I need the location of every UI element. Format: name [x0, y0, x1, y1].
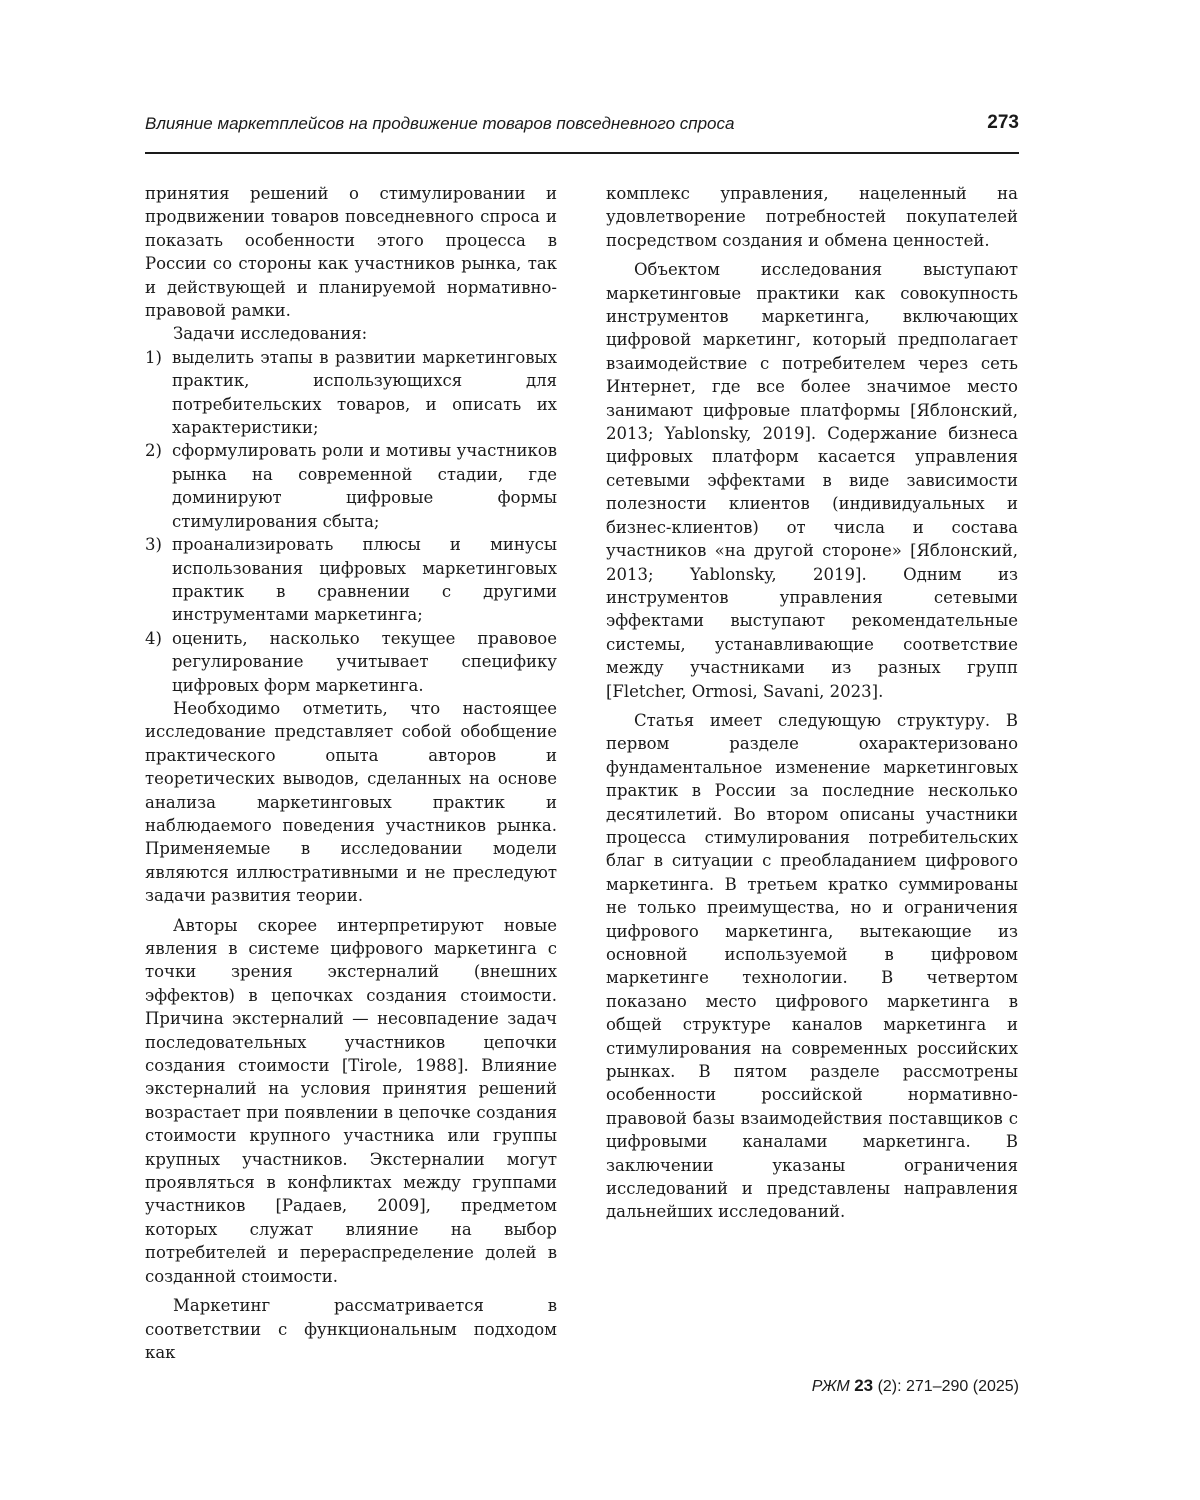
task-item-4 — [145, 627, 557, 697]
paragraph-marketing-approach: Маркетинг рассматривается в соответствии с функциональным подходом как — [145, 1296, 557, 1362]
paragraph-generalization: Необходимо отметить, что настоящее исследование представляет собой обобщение практического опыта авторов и теоретических выводов, сделанных на основе анализа маркетинговых практик и наблюдаемого поведения участников рынка. Применяемые в исследовании модели являются иллюстративными и не преследуют задачи развития теории. — [145, 698, 557, 906]
task-number: 2) — [145, 441, 162, 461]
tasks-heading: Задачи исследования: — [173, 324, 368, 344]
task-item-2 — [145, 439, 557, 533]
task-number: 4) — [145, 628, 162, 648]
page-number: 273 — [987, 112, 1019, 133]
task-text: выделить этапы в развитии маркетинговых практик, использующихся для потребительских товаров, и описать их характеристики; — [172, 347, 557, 438]
header-rule — [145, 152, 1019, 154]
paragraph-continuation: комплекс управления, нацеленный на удовлетворение потребностей покупателей посредством создания и обмена ценностей. — [606, 184, 1018, 250]
journal-volume: 23 — [854, 1376, 874, 1395]
paragraph-externalities: Авторы скорее интерпретируют новые явления в системе цифрового маркетинга с точки зрения экстерналий (внешних эффектов) в цепочках создания стоимости. Причина экстерналий — несовпадение задач последовательных участников цепочки создания стоимости [Tirole, 1988]. Влияние экстерналий на условия принятия решений возрастает при появлении в цепочке создания стоимости крупного участника или группы крупных участников. Экстерналии могут проявляться в конфликтах между группами участников [Радаев, 2009], предметом которых служат влияние на выбор потребителей и перераспределение долей в созданной стоимости. — [145, 915, 557, 1286]
task-text: оценить, насколько текущее правовое регулирование учитывает специфику цифровых форм маркетинга. — [172, 628, 557, 695]
task-item-3 — [145, 533, 557, 627]
task-number: 1) — [145, 347, 162, 367]
paragraph-article-structure: Статья имеет следующую структуру. В первом разделе охарактеризовано фундаментальное изменение маркетинговых практик в России за последние несколько десятилетий. Во втором описаны участники процесса стимулирования потребительских благ в ситуации с преобладанием цифрового маркетинга. В третьем кратко суммированы не только преимущества, но и ограничения цифрового маркетинга, вытекающие из основной используемой в цифровом маркетинге технологии. В четвертом показано место цифрового маркетинга в общей структуре каналов маркетинга и стимулирования на современных российских рынках. В пятом разделе рассмотрены особенности российской нормативно-правовой базы взаимодействия поставщиков с цифровыми каналами маркетинга. В заключении указаны ограничения исследований и представлены направления дальнейших исследований. — [606, 710, 1018, 1222]
task-text: сформулировать роли и мотивы участников рынка на современной стадии, где доминируют цифровые формы стимулирования сбыта; — [172, 441, 557, 531]
task-item-1 — [145, 346, 557, 440]
journal-issue-pages: (2): 271–290 (2025) — [877, 1378, 1019, 1395]
running-header — [145, 112, 1019, 140]
paragraph-research-object: Объектом исследования выступают маркетинговые практики как совокупность инструментов маркетинга, включающих цифровой маркетинг, который предполагает взаимодействие с потребителем через сеть Интернет, где все более значимое место занимают цифровые платформы [Яблонский, 2013; Yablonsky, 2019]. Содержание бизнеса цифровых платформ касается управления сетевыми эффектами в виде зависимости полезности клиентов (индивидуальных и бизнес-клиентов) от числа и состава участников «на другой стороне» [Яблонский, 2013; Yablonsky, 2019]. Одним из инструментов управления сетевыми эффектами выступают рекомендательные системы, устанавливающие соответствие между участниками из разных групп [Fletcher, Ormosi, Savani, 2023]. — [606, 260, 1018, 701]
left-column — [145, 182, 557, 1364]
paragraph-continuation: принятия решений о стимулировании и продвижении товаров повседневного спроса и показать особенности этого процесса в России со стороны как участников рынка, так и действующей и планируемой нормативно-правовой рамки. — [145, 184, 557, 321]
task-number: 3) — [145, 535, 162, 555]
tasks-list — [145, 346, 557, 697]
task-text: проанализировать плюсы и минусы использования цифровых маркетинговых практик в сравнении с другими инструментами маркетинга; — [172, 535, 557, 625]
right-column — [606, 182, 1018, 1224]
journal-name: РЖМ — [811, 1378, 850, 1395]
running-title: Влияние маркетплейсов на продвижение товаров повседневного спроса — [145, 114, 735, 133]
journal-footer — [812, 1376, 1019, 1396]
